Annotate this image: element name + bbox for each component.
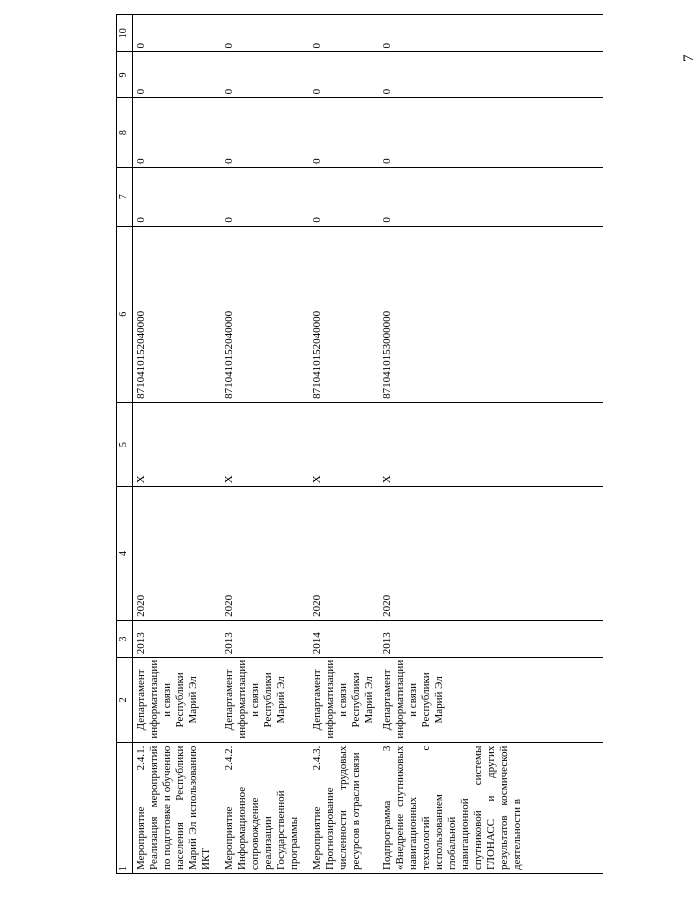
header-cell-10: 10 (117, 15, 133, 52)
col8-value: 0 (221, 98, 309, 167)
col8-value: 0 (309, 98, 379, 167)
col10-value: 0 (309, 15, 379, 52)
program-table (116, 14, 603, 874)
page-number: 7 (681, 54, 697, 62)
executor: Департамент информатизации и связи Республики Марий Эл (309, 658, 379, 742)
table-row (379, 15, 603, 874)
col9-value: 0 (221, 52, 309, 98)
header-cell-5: 5 (117, 402, 133, 486)
col10-value: 0 (221, 15, 309, 52)
activity-name: Мероприятие 2.4.2. Информационное сопровождение реализации Государственной программы (221, 742, 309, 873)
col9-value: 0 (309, 52, 379, 98)
table-row (133, 15, 222, 874)
col7-value: 0 (379, 167, 603, 226)
col8-value: 0 (133, 98, 222, 167)
executor: Департамент информатизации и связи Республики Марий Эл (379, 658, 603, 742)
col5-mark: X (309, 402, 379, 486)
header-cell-8: 8 (117, 98, 133, 167)
end-year: 2020 (379, 487, 603, 621)
subprogram-name: Подпрограмма 3 «Внедрение спутниковых навигационных технологий с использованием глобальной навигационной спутниковой системы ГЛОНАСС и других результатов космической деятельности в (379, 742, 603, 873)
budget-code: 8710410152040000 (309, 226, 379, 402)
start-year: 2013 (379, 620, 603, 657)
table-row (221, 15, 309, 874)
header-cell-2: 2 (117, 658, 133, 742)
header-cell-6: 6 (117, 226, 133, 402)
executor: Департамент информатизации и связи Республики Марий Эл (133, 658, 222, 742)
col5-mark: X (133, 402, 222, 486)
rotated-table-container (116, 14, 656, 874)
col7-value: 0 (309, 167, 379, 226)
end-year: 2020 (221, 487, 309, 621)
end-year: 2020 (133, 487, 222, 621)
header-cell-7: 7 (117, 167, 133, 226)
header-cell-4: 4 (117, 487, 133, 621)
col7-value: 0 (133, 167, 222, 226)
col9-value: 0 (379, 52, 603, 98)
col7-value: 0 (221, 167, 309, 226)
executor: Департамент информатизации и связи Республики Марий Эл (221, 658, 309, 742)
start-year: 2014 (309, 620, 379, 657)
col9-value: 0 (133, 52, 222, 98)
table-row (309, 15, 379, 874)
budget-code: 8710410152040000 (133, 226, 222, 402)
col10-value: 0 (379, 15, 603, 52)
header-row (117, 15, 133, 874)
start-year: 2013 (133, 620, 222, 657)
header-cell-9: 9 (117, 52, 133, 98)
end-year: 2020 (309, 487, 379, 621)
col5-mark: X (379, 402, 603, 486)
header-cell-1: 1 (117, 742, 133, 873)
col10-value: 0 (133, 15, 222, 52)
budget-code: 8710410152040000 (221, 226, 309, 402)
activity-name: Мероприятие 2.4.3. Прогнозирование численности трудовых ресурсов в отрасли связи (309, 742, 379, 873)
col8-value: 0 (379, 98, 603, 167)
col5-mark: X (221, 402, 309, 486)
activity-name: Мероприятие 2.4.1. Реализация мероприятий по подготовке и обучению населения Республики Марий Эл использованию ИКТ (133, 742, 222, 873)
header-cell-3: 3 (117, 620, 133, 657)
budget-code: 8710410153000000 (379, 226, 603, 402)
start-year: 2013 (221, 620, 309, 657)
